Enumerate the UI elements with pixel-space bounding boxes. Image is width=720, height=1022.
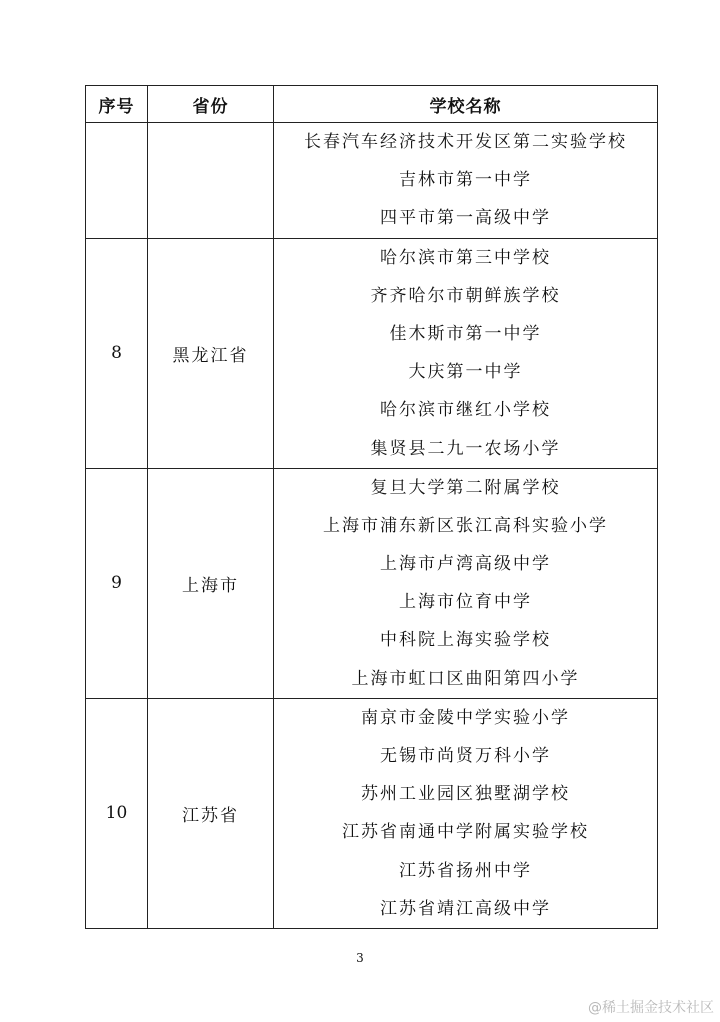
- table-row: [86, 698, 658, 928]
- school-name: 上海市卢湾高级中学: [380, 554, 551, 575]
- province-cell: 江苏省: [148, 698, 274, 928]
- school-name: 上海市虹口区曲阳第四小学: [351, 668, 580, 689]
- table-row: [86, 468, 658, 698]
- header-number: 序号: [86, 86, 148, 123]
- table-body: [86, 123, 658, 929]
- school-name: 哈尔滨市继红小学校: [380, 400, 551, 421]
- schools-table: [85, 85, 658, 929]
- number-cell: 9: [86, 468, 148, 698]
- province-cell: 上海市: [148, 468, 274, 698]
- table-row: [86, 238, 658, 468]
- school-name: 上海市浦东新区张江高科实验小学: [323, 515, 608, 536]
- school-name: 吉林市第一中学: [399, 170, 532, 191]
- school-name: 齐齐哈尔市朝鲜族学校: [370, 285, 561, 306]
- school-name: 江苏省扬州中学: [399, 860, 532, 881]
- province-cell: 黑龙江省: [148, 238, 274, 468]
- school-name: 集贤县二九一农场小学: [370, 438, 561, 459]
- school-name: 上海市位育中学: [399, 592, 532, 613]
- school-name: 佳木斯市第一中学: [389, 323, 542, 344]
- school-list-cell: [274, 468, 658, 698]
- header-province: 省份: [148, 86, 274, 123]
- number-cell: 8: [86, 238, 148, 468]
- table-row: [86, 123, 658, 239]
- school-name: 复旦大学第二附属学校: [370, 477, 561, 498]
- school-name: 中科院上海实验学校: [380, 630, 551, 651]
- school-name: 长春汽车经济技术开发区第二实验学校: [304, 132, 627, 152]
- school-name: 江苏省靖江高级中学: [380, 898, 551, 919]
- school-name: 江苏省南通中学附属实验学校: [342, 822, 589, 843]
- school-list-cell: [274, 698, 658, 928]
- school-list-cell: [274, 238, 658, 468]
- province-cell: [148, 123, 274, 239]
- header-school: 学校名称: [274, 86, 658, 123]
- school-name: 哈尔滨市第三中学校: [380, 247, 551, 268]
- watermark: @稀土掘金技术社区: [588, 1000, 714, 1016]
- school-name: 南京市金陵中学实验小学: [361, 707, 570, 728]
- school-name: 苏州工业园区独墅湖学校: [361, 784, 570, 805]
- table-header-row: [86, 86, 658, 123]
- page-number: 3: [356, 951, 364, 965]
- number-cell: [86, 123, 148, 239]
- school-name: 无锡市尚贤万科小学: [380, 746, 551, 766]
- school-name: 大庆第一中学: [408, 362, 523, 383]
- number-cell: 10: [86, 698, 148, 928]
- school-name: 四平市第一高级中学: [380, 208, 551, 229]
- school-list-cell: [274, 123, 658, 239]
